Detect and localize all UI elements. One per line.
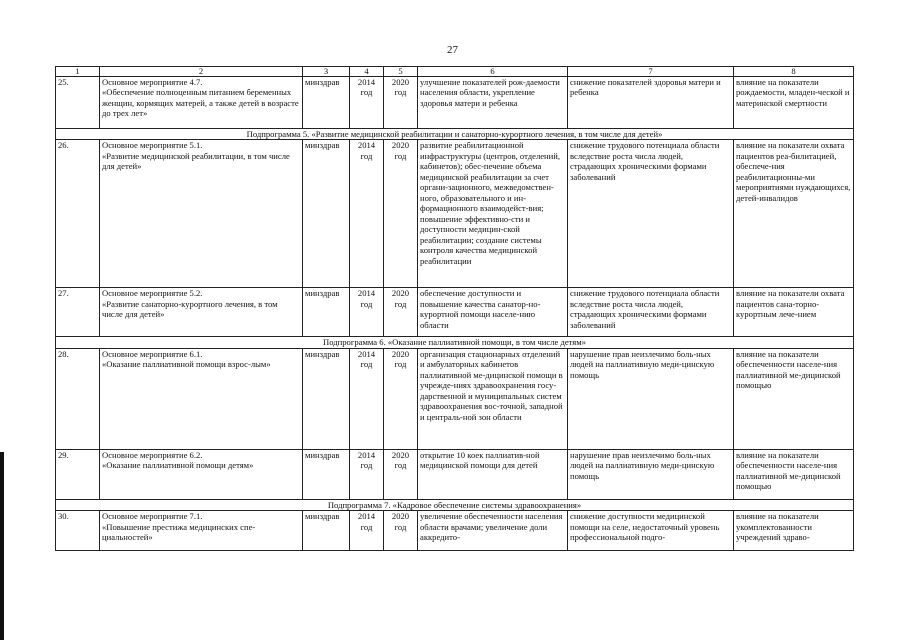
header-cell-8: 8 <box>734 67 854 77</box>
row-number: 26. <box>56 140 100 288</box>
start-year: 2014 год <box>350 140 384 288</box>
table-body <box>56 67 854 551</box>
responsible-executor: минздрав <box>303 77 350 129</box>
column-number-header-row <box>56 67 854 77</box>
subprogram-row <box>56 129 854 140</box>
indicator-relation: влияние на показатели обеспеченности населе-ния паллиативной ме-дицинской помощью <box>734 449 854 499</box>
table-row <box>56 288 854 337</box>
activity-name: Основное мероприятие 5.1. «Развитие медицинской реабилитации, в том числе для детей» <box>100 140 303 288</box>
row-number: 25. <box>56 77 100 129</box>
activity-name: Основное мероприятие 6.2. «Оказание паллиативной помощи детям» <box>100 449 303 499</box>
start-year: 2014 год <box>350 77 384 129</box>
header-cell-2: 2 <box>100 67 303 77</box>
indicator-relation: влияние на показатели охвата пациентов сана-торно-курортным лече-нием <box>734 288 854 337</box>
end-year: 2020 год <box>384 449 418 499</box>
row-number: 28. <box>56 348 100 449</box>
end-year: 2020 год <box>384 140 418 288</box>
end-year: 2020 год <box>384 511 418 551</box>
subprogram-title: Подпрограмма 7. «Кадровое обеспечение системы здравоохранения» <box>56 499 854 510</box>
header-cell-3: 3 <box>303 67 350 77</box>
start-year: 2014 год <box>350 449 384 499</box>
table-row <box>56 511 854 551</box>
subprogram-row <box>56 499 854 510</box>
end-year: 2020 год <box>384 77 418 129</box>
table-row <box>56 77 854 129</box>
subprogram-title: Подпрограмма 5. «Развитие медицинской реабилитации и санаторно-курортного лечения, в том числе для детей» <box>56 129 854 140</box>
indicator-relation: влияние на показатели обеспеченности населе-ния паллиативной ме-дицинской помощью <box>734 348 854 449</box>
row-number: 29. <box>56 449 100 499</box>
non-implementation-consequences: нарушение прав неизлечимо боль-ных людей на паллиативную меди-цинскую помощь <box>568 449 734 499</box>
responsible-executor: минздрав <box>303 449 350 499</box>
responsible-executor: минздрав <box>303 140 350 288</box>
expected-result: открытие 10 коек паллиатив-ной медицинской помощи для детей <box>418 449 568 499</box>
activity-name: Основное мероприятие 7.1. «Повышение престижа медицинских спе-циальностей» <box>100 511 303 551</box>
header-cell-6: 6 <box>418 67 568 77</box>
responsible-executor: минздрав <box>303 511 350 551</box>
header-cell-1: 1 <box>56 67 100 77</box>
start-year: 2014 год <box>350 288 384 337</box>
table-row <box>56 348 854 449</box>
activity-name: Основное мероприятие 5.2. «Развитие санаторно-курортного лечения, в том числе для детей» <box>100 288 303 337</box>
row-number: 27. <box>56 288 100 337</box>
expected-result: обеспечение доступности и повышение качества санатор-но-курортной помощи населе-нию области <box>418 288 568 337</box>
subprogram-row <box>56 337 854 348</box>
end-year: 2020 год <box>384 288 418 337</box>
header-cell-4: 4 <box>350 67 384 77</box>
non-implementation-consequences: снижение трудового потенциала области вследствие роста числа людей, страдающих хроническими формами заболеваний <box>568 288 734 337</box>
non-implementation-consequences: снижение показателей здоровья матери и ребенка <box>568 77 734 129</box>
non-implementation-consequences: снижение доступности медицинской помощи на селе, недостаточный уровень профессиональной подго- <box>568 511 734 551</box>
non-implementation-consequences: снижение трудового потенциала области вследствие роста числа людей, страдающих хроническими формами заболеваний <box>568 140 734 288</box>
header-cell-5: 5 <box>384 67 418 77</box>
row-number: 30. <box>56 511 100 551</box>
expected-result: организация стационарных отделений и амбулаторных кабинетов паллиативной ме-дицинской помощи в учрежде-ниях здравоохранения госу-дарственной и муниципальных систем здравоохранения вос-точной, западной и централь-ной зон области <box>418 348 568 449</box>
responsible-executor: минздрав <box>303 288 350 337</box>
subprogram-title: Подпрограмма 6. «Оказание паллиативной помощи, в том числе детям» <box>56 337 854 348</box>
start-year: 2014 год <box>350 348 384 449</box>
activity-name: Основное мероприятие 6.1. «Оказание паллиативной помощи взрос-лым» <box>100 348 303 449</box>
header-cell-7: 7 <box>568 67 734 77</box>
expected-result: улучшение показателей рож-даемости населения области, укрепление здоровья матери и ребенка <box>418 77 568 129</box>
activities-table <box>55 66 854 551</box>
table-row <box>56 449 854 499</box>
start-year: 2014 год <box>350 511 384 551</box>
non-implementation-consequences: нарушение прав неизлечимо боль-ных людей на паллиативную меди-цинскую помощь <box>568 348 734 449</box>
end-year: 2020 год <box>384 348 418 449</box>
indicator-relation: влияние на показатели рождаемости, младен-ческой и материнской смертности <box>734 77 854 129</box>
scan-edge-mark <box>0 452 4 640</box>
indicator-relation: влияние на показатели укомплектованности учреждений здраво- <box>734 511 854 551</box>
expected-result: развитие реабилитационной инфраструктуры (центров, отделений, кабинетов); обес-печение объема медицинской реабилитации за счет органи-зационного, межведомствен-ного, образовательного и ин-формационного взаимодейст-вия; повышение эффективно-сти и доступности медицин-ской реабилитации; создание системы контроля качества медицинской реабилитации <box>418 140 568 288</box>
indicator-relation: влияние на показатели охвата пациентов реа-билитацией, обеспече-ния реабилитационны-ми мероприятиями нуждающихся, детей-инвалидов <box>734 140 854 288</box>
page-number: 27 <box>447 44 458 56</box>
responsible-executor: минздрав <box>303 348 350 449</box>
activity-name: Основное мероприятие 4.7. «Обеспечение полноценным питанием беременных женщин, кормящих матерей, а также детей в возрасте до трех лет» <box>100 77 303 129</box>
table-row <box>56 140 854 288</box>
expected-result: увеличение обеспеченности населения области врачами; увеличение доли аккредито- <box>418 511 568 551</box>
